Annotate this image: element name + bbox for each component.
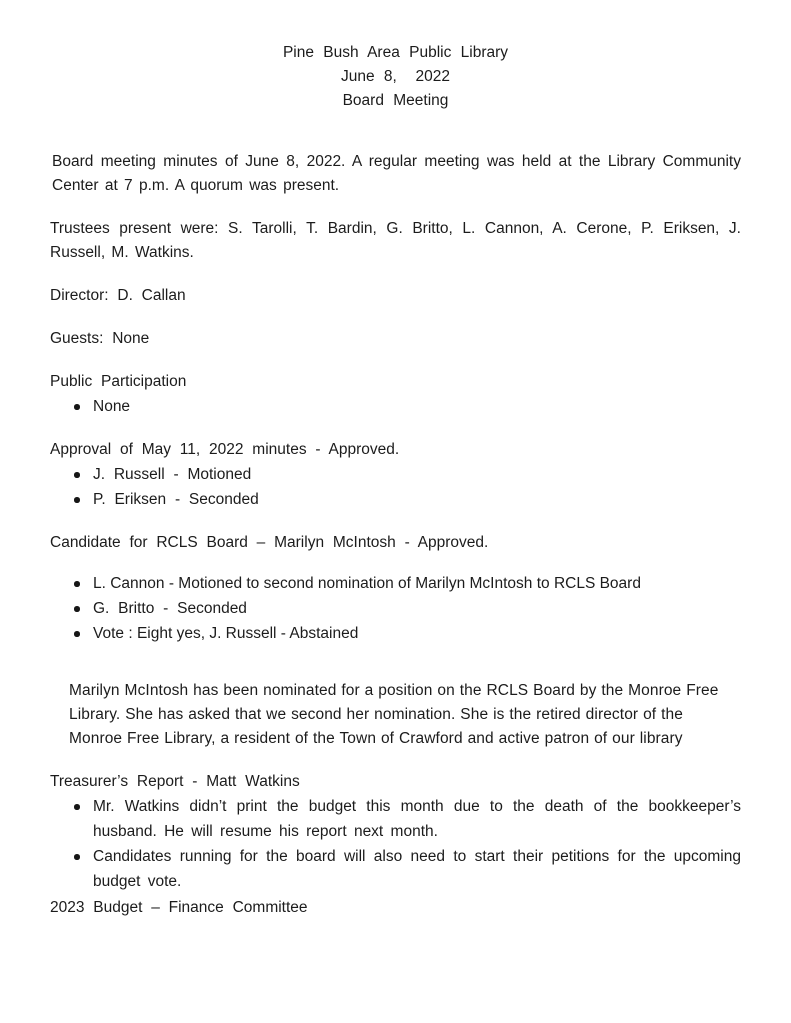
budget-committee-line: 2023 Budget – Finance Committee bbox=[50, 899, 308, 916]
bullet-icon bbox=[73, 794, 93, 844]
public-participation-heading: Public Participation bbox=[50, 373, 187, 390]
list-item-text: Vote : Eight yes, J. Russell - Abstained bbox=[93, 625, 359, 642]
treasurers-report-list bbox=[50, 794, 741, 894]
bullet-icon bbox=[73, 487, 93, 512]
list-item bbox=[50, 844, 741, 894]
bullet-icon bbox=[73, 394, 93, 419]
guests-line: Guests: None bbox=[50, 330, 150, 347]
list-item bbox=[50, 487, 741, 512]
list-item-text: G. Britto - Seconded bbox=[93, 600, 247, 617]
list-item bbox=[50, 394, 741, 419]
bullet-icon bbox=[73, 621, 93, 646]
list-item bbox=[50, 621, 741, 646]
bullet-icon bbox=[73, 844, 93, 894]
rcls-candidate-heading: Candidate for RCLS Board – Marilyn McIntosh - Approved. bbox=[50, 534, 489, 551]
section-minutes-approval bbox=[50, 438, 741, 512]
document-header bbox=[50, 41, 741, 113]
minutes-approval-heading: Approval of May 11, 2022 minutes - Approved. bbox=[50, 441, 400, 458]
list-item-text: L. Cannon - Motioned to second nomination of Marilyn McIntosh to RCLS Board bbox=[93, 575, 641, 592]
bullet-icon bbox=[73, 571, 93, 596]
bullet-icon bbox=[73, 462, 93, 487]
list-item-text: None bbox=[93, 398, 131, 415]
meeting-type: Board Meeting bbox=[342, 92, 449, 109]
section-public-participation bbox=[50, 370, 741, 419]
list-item bbox=[50, 462, 741, 487]
treasurers-report-heading: Treasurer’s Report - Matt Watkins bbox=[50, 773, 300, 790]
section-treasurers-report bbox=[50, 770, 741, 894]
public-participation-list bbox=[50, 394, 741, 419]
list-item-text: Mr. Watkins didn’t print the budget this month due to the death of the bookkeeper’s husband. He will resume his report next month. bbox=[93, 798, 741, 840]
opening-paragraph: Board meeting minutes of June 8, 2022. A regular meeting was held at the Library Community Center at 7 p.m. A quorum was present. bbox=[52, 153, 741, 194]
bullet-icon bbox=[73, 596, 93, 621]
list-item bbox=[50, 571, 741, 596]
organization-title: Pine Bush Area Public Library bbox=[282, 44, 509, 61]
rcls-candidate-note: Marilyn McIntosh has been nominated for a position on the RCLS Board by the Monroe Free Library. She has asked that we second her nomination. She is the retired director of the Monroe Free Library, a resident of the Town of Crawford and active patron of our library bbox=[69, 682, 719, 747]
list-item bbox=[50, 794, 741, 844]
list-item-text: P. Eriksen - Seconded bbox=[93, 491, 259, 508]
minutes-approval-list bbox=[50, 462, 741, 512]
section-rcls-candidate bbox=[50, 531, 741, 751]
list-item-text: J. Russell - Motioned bbox=[93, 466, 252, 483]
trustees-paragraph: Trustees present were: S. Tarolli, T. Bardin, G. Britto, L. Cannon, A. Cerone, P. Eriksen, J. Russell, M. Watkins. bbox=[50, 220, 741, 261]
director-line: Director: D. Callan bbox=[50, 287, 186, 304]
rcls-candidate-list bbox=[50, 571, 741, 646]
list-item bbox=[50, 596, 741, 621]
list-item-text: Candidates running for the board will also need to start their petitions for the upcoming budget vote. bbox=[93, 848, 741, 890]
meeting-date: June 8, 2022 bbox=[341, 68, 450, 85]
